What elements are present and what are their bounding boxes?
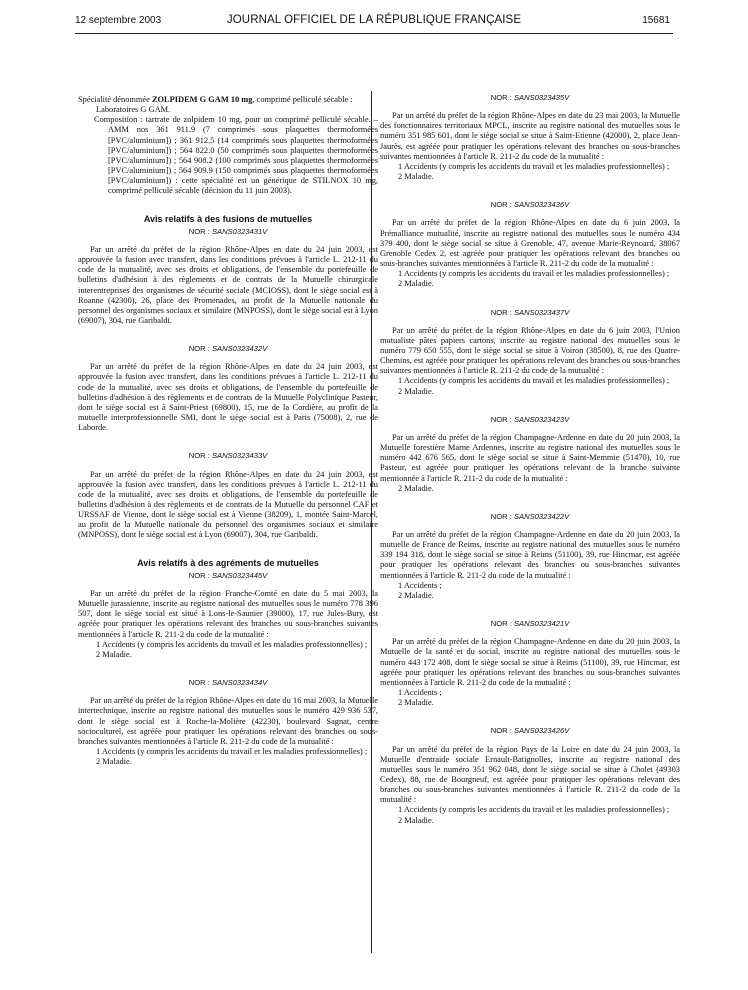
header-date: 12 septembre 2003 [75, 15, 162, 26]
branch-item: 1 Accidents (y compris les accidents du travail et les maladies professionnelles) ; [398, 805, 670, 815]
notice-paragraph: Par un arrêté du préfet de la région Pays de la Loire en date du 24 juin 2003, la Mutuelle d'entraide sociale Ernault-Batignolles, inscrite au registre national des mutuelles sous le numéro 351 962 048, dont le siège social se situe à Cholet (49303 Cedex), 88, rue de Bourgneuf, est agréée pour pratiquer les opérations relevant des branches ou sous-branches suivantes mentionnées à l'article R. 211-2 du code de la mutualité : [380, 744, 680, 805]
notice-paragraph: Par un arrêté du préfet de la région Rhône-Alpes en date du 6 juin 2003, la Prémalliance mutualité, inscrite au registre national des mutuelles sous le numéro 434 379 400, dont le siège social se situe à Grenoble, 47, avenue Marie-Reynoard, 38067 Grenoble Cedex 2, est agréée pour pratiquer les opérations relevant des branches ou sous-branches suivantes mentionnées à l'article R. 211-2 du code de la mutualité : [380, 218, 680, 269]
branch-item: 1 Accidents (y compris les accidents du travail et les maladies professionnelles) ; [96, 639, 368, 649]
branch-item: 2 Maladie. [398, 386, 434, 396]
branch-item: 1 Accidents ; [398, 688, 442, 698]
nor-reference: NOR : SANS0323432V [188, 344, 268, 354]
left-column [78, 95, 378, 767]
branch-item: 2 Maladie. [398, 698, 434, 708]
specialty-line [78, 95, 378, 105]
nor-reference: NOR : SANS0323433V [188, 451, 268, 461]
nor-reference: NOR : SANS0323422V [490, 511, 570, 521]
section-heading-fusions: Avis relatifs à des fusions de mutuelles [143, 213, 313, 224]
branch-item: 1 Accidents (y compris les accidents du travail et les maladies professionnelles) ; [398, 376, 670, 386]
branch-item: 2 Maladie. [398, 590, 434, 600]
nor-reference: NOR : SANS0323437V [490, 307, 570, 317]
branch-item: 2 Maladie. [398, 815, 434, 825]
notice-paragraph: Par un arrêté du préfet de la région Franche-Comté en date du 5 mai 2003, la Mutuelle jurassienne, inscrite au registre national des mutuelles sous le numéro 778 396 507, dont le siège social est situé à Lons-le-Saunier (39000), 17, rue Jules-Bury, est agréée pour pratiquer les opérations relevant des branches ou sous-branches suivantes mentionnées à l'article R. 211-2 du code de la mutualité : [78, 588, 378, 639]
nor-reference: NOR : SANS0323426V [490, 726, 570, 736]
nor-reference: NOR : SANS0323431V [188, 226, 268, 236]
branch-item: 1 Accidents (y compris les accidents du travail et les maladies professionnelles) ; [96, 746, 368, 756]
journal-title: JOURNAL OFFICIEL DE LA RÉPUBLIQUE FRANÇAISE [226, 14, 522, 26]
notice-paragraph: Par un arrêté du préfet de la région Champagne-Ardenne en date du 20 juin 2003, la Mutuelle forestière Marne Ardennes, inscrite au registre national des mutuelles sous le numéro 442 676 565, dont le siège social se situe à Saint-Memmie (51470), 10, rue Pasteur, est agréée pour pratiquer les opérations relevant de la branche suivante mentionnée à l'article R. 211-2 du code de la mutualité : [380, 432, 680, 483]
section-heading-agrements: Avis relatifs à des agréments de mutuelles [137, 557, 319, 568]
branch-item: 1 Accidents (y compris les accidents du travail et les maladies professionnelles) ; [398, 161, 670, 171]
notice-paragraph: Par un arrêté du préfet de la région Rhône-Alpes en date du 24 juin 2003, est approuvée la fusion avec transfert, dans les conditions prévues à l'article L. 212-11 du code de la mutualité, avec ses droits et obligations, de l'ensemble du portefeuille de bulletins d'adhésion à des règlements et de contrats de la Mutuelle Polyclinique Pasteur, dont le siège social est à Saint-Priest (69800), 15, rue de la Cordière, au profit de la mutuelle interprofessionnelle SMI, dont le siège social est à Paris (75008), 2, rue de Laborde. [78, 362, 378, 433]
right-column [380, 93, 680, 826]
nor-reference: NOR : SANS0323436V [490, 200, 570, 210]
specialty-name: ZOLPIDEM G GAM 10 mg [151, 95, 253, 104]
notice-paragraph: Par un arrêté du préfet de la région Rhône-Alpes en date du 24 juin 2003, est approuvée la fusion avec transfert, dans les conditions prévues à l'article L. 212-11 du code de la mutualité, avec ses droits et obligations, de l'ensemble du portefeuille de bulletins d'adhésion à des règlements et de contrats de la Mutuelle du personnel CAF et URSSAF de Vienne, dont le siège social est à Vienne (38209), 1, montée Saint-Marcel, au profit de la Mutuelle nationale du personnel des organismes sociaux et similaire (MNPOSS), dont le siège social est à Lyon (69007), 304, rue Garibaldi. [78, 469, 378, 540]
notice-paragraph: Par un arrêté du préfet de la région Rhône-Alpes en date du 24 juin 2003, est approuvée la fusion avec transfert, dans les conditions prévues à l'article L. 212-11 du code de la mutualité, avec ses droits et obligations, de l'ensemble du portefeuille de bulletins d'adhésion à des règlements et de contrats de la Mutuelle chirurgicale interentreprises des organismes de sécurité sociale (MCIOSS), dont le siège social est à Roanne (42300), 26, place des Promenades, au profit de la Mutuelle nationale du personnel des organismes sociaux et similaire (MNPOSS), dont le siège social est à Lyon (69007), 304, rue Garibaldi. [78, 244, 378, 325]
nor-reference: NOR : SANS0323421V [490, 619, 570, 629]
branch-item: 2 Maladie. [96, 757, 132, 767]
laboratory: Laboratoires G GAM. [96, 105, 171, 115]
composition: Composition : tartrate de zolpidem 10 mg, pour un comprimé pelliculé sécable. – AMM nos 361 911.9 (7 comprimés sous plaquettes thermoformées [PVC/aluminium]) ; 361 912.5 (14 comprimés sous plaquettes thermoformées [PVC/aluminium]) ; 564 822.0 (50 comprimés sous plaquettes thermoformées [PVC/aluminium]) ; 564 908.2 (100 comprimés sous plaquettes thermoformées [PVC/aluminium]) ; 564 909.9 (150 comprimés sous plaquettes thermoformées [PVC/aluminium]) : cette spécialité est un générique de STILNOX 10 mg, comprimé pelliculé sécable (décision du 11 juin 2003). [94, 115, 378, 196]
nor-reference: NOR : SANS0323445V [188, 570, 268, 580]
branch-item: 2 Maladie. [96, 649, 132, 659]
notice-paragraph: Par un arrêté du préfet de la région Rhône-Alpes en date du 6 juin 2003, l'Union mutualiste pâtes papiers cartons, inscrite au registre national des mutuelles sous le numéro 779 650 555, dont le siège social se situe à Voiron (38500), 8, rue des Quatre-Chemins, est agréée pour pratiquer les opérations relevant des branches ou sous-branches suivantes mentionnées à l'article R. 211-2 du code de la mutualité : [380, 325, 680, 376]
specialty-suffix: , comprimé pelliculé sécable : [252, 95, 353, 104]
notice-paragraph: Par un arrêté du préfet de la région Rhône-Alpes en date du 23 mai 2003, la Mutuelle des fonctionnaires territoriaux MPCL, inscrite au registre national des mutuelles sous le numéro 351 985 601, dont le siège social se situe à Saint-Etienne (42000), 2, place Jean-Jaurès, est agréée pour pratiquer les opérations relevant des branches ou sous-branches suivantes mentionnées à l'article R. 211-2 du code de la mutualité : [380, 111, 680, 161]
branch-item: 2 Maladie. [398, 172, 434, 182]
header-rule [75, 33, 673, 34]
nor-reference: NOR : SANS0323434V [188, 678, 268, 688]
branch-item: 2 Maladie. [398, 279, 434, 289]
page-number: 15681 [642, 15, 670, 26]
nor-reference: NOR : SANS0323423V [490, 414, 570, 424]
branch-item: 2 Maladie. [398, 483, 434, 493]
notice-paragraph: Par un arrêté du préfet de la région Rhône-Alpes en date du 16 mai 2003, la Mutuelle intertechnique, inscrite au registre national des mutuelles sous le numéro 429 936 537, dont le siège social est à Roche-la-Molière (42230), boulevard Sagnat, centre socioculturel, est agréée pour pratiquer les opérations relevant des branches ou sous-branches suivantes mentionnées à l'article R. 211-2 du code de la mutualité : [78, 696, 378, 746]
branch-item: 1 Accidents (y compris les accidents du travail et les maladies professionnelles) ; [398, 269, 670, 279]
specialty-prefix: Spécialité dénommée [78, 95, 152, 104]
nor-reference: NOR : SANS0323435V [490, 93, 570, 102]
notice-paragraph: Par un arrêté du préfet de la région Champagne-Ardenne en date du 20 juin 2003, la Mutuelle de la santé et du social, inscrite au registre national des mutuelles sous le numéro 443 172 408, dont le siège social se situe à Reims (51100), 39, rue Hincmar, est agréée pour pratiquer les opérations relevant des branches ou sous-branches suivantes mentionnées à l'article R. 211-2 du code de la mutualité : [380, 637, 680, 687]
notice-paragraph: Par un arrêté du préfet de la région Champagne-Ardenne en date du 20 juin 2003, la mutuelle de France de Reims, inscrite au registre national des mutuelles sous le numéro 339 194 318, dont le siège social se situe à Reims (51100), 39, rue Hincmar, est agréée pour pratiquer les opérations relevant des branches ou sous-branches suivantes mentionnées à l'article R. 211-2 du code de la mutualité : [380, 530, 680, 580]
page-header [0, 0, 748, 38]
branch-item: 1 Accidents ; [398, 580, 442, 590]
